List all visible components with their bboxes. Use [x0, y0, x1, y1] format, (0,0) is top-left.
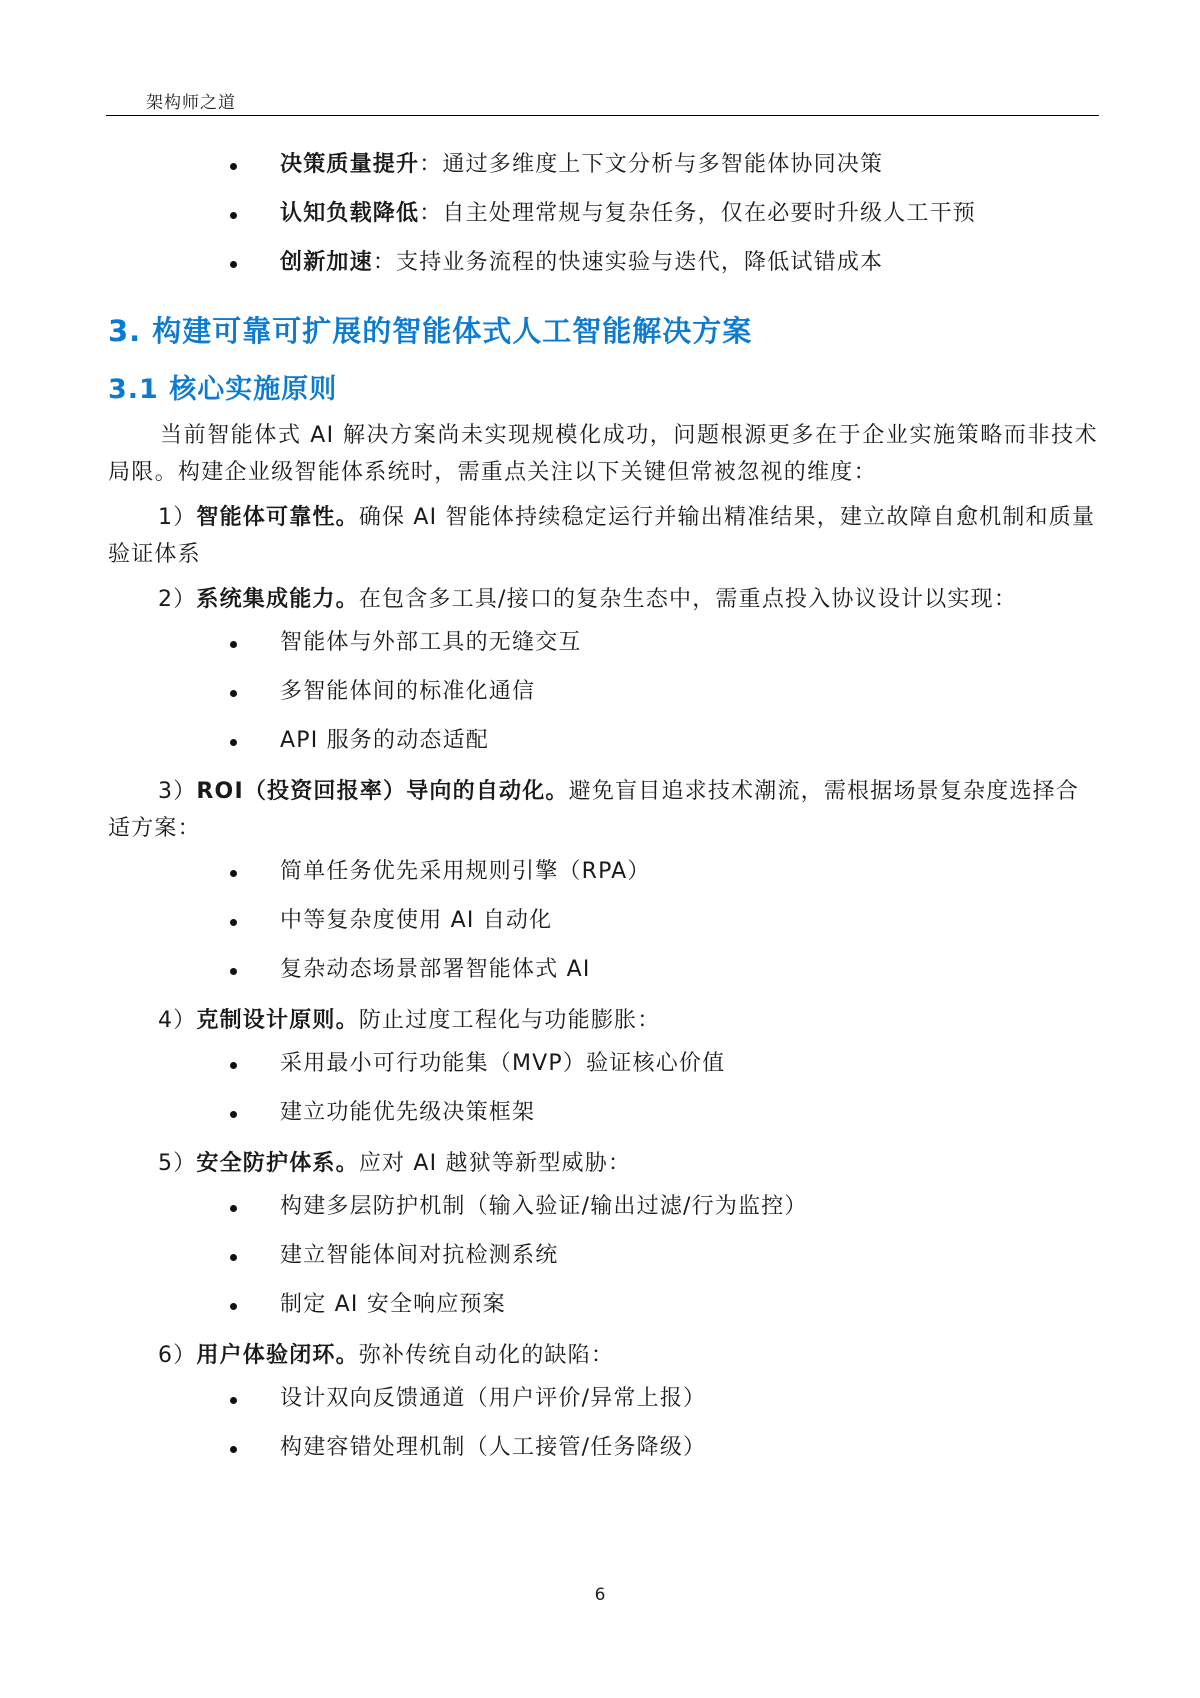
bullet-text: 复杂动态场景部署智能体式 AI — [280, 957, 591, 982]
bullet-dot-icon — [230, 1303, 237, 1310]
bullet-text: 建立智能体间对抗检测系统 — [280, 1243, 559, 1268]
principle-term: 智能体可靠性。 — [196, 505, 359, 530]
principle-number: 2） — [158, 587, 197, 612]
bullet-text: ：支持业务流程的快速实验与迭代，降低试错成本 — [372, 250, 884, 275]
list-item — [108, 1088, 1098, 1137]
list-item — [108, 1374, 1098, 1423]
bullet-text: 中等复杂度使用 AI 自动化 — [280, 908, 553, 933]
bullet-dot-icon — [230, 1397, 237, 1404]
intro-paragraph: 当前智能体式 AI 解决方案尚未实现规模化成功，问题根源更多在于企业实施策略而非技术局限。构建企业级智能体系统时，需重点关注以下关键但常被忽视的维度： — [108, 423, 1098, 485]
principle-text: 确保 AI 智能体持续稳定运行并输出精准结果，建立故障自愈机制和质量验证体系 — [108, 505, 1096, 567]
bullet-dot-icon — [230, 163, 237, 170]
bullet-dot-icon — [230, 1062, 237, 1069]
bullet-text: 建立功能优先级决策框架 — [280, 1100, 536, 1125]
principle-text: 防止过度工程化与功能膨胀： — [358, 1008, 661, 1033]
list-item — [108, 1280, 1098, 1329]
list-item — [108, 1231, 1098, 1280]
bullet-text: 简单任务优先采用规则引擎（RPA） — [280, 859, 651, 884]
page-number: 6 — [594, 1585, 606, 1605]
principle-bullet-list — [108, 1374, 1098, 1472]
list-item — [108, 618, 1098, 667]
bullet-text: API 服务的动态适配 — [280, 728, 489, 753]
list-item — [108, 847, 1098, 896]
principle-item — [108, 1337, 1098, 1374]
principle-item — [108, 773, 1098, 847]
bullet-text: 多智能体间的标准化通信 — [280, 679, 536, 704]
principle-term: 克制设计原则。 — [196, 1008, 359, 1033]
bullet-text: 采用最小可行功能集（MVP）验证核心价值 — [280, 1051, 726, 1076]
principle-bullet-list — [108, 847, 1098, 994]
bullet-text: 构建多层防护机制（输入验证/输出过滤/行为监控） — [280, 1194, 808, 1219]
principle-item — [108, 581, 1098, 618]
bullet-dot-icon — [230, 1205, 237, 1212]
list-item — [108, 1182, 1098, 1231]
bullet-text: ：通过多维度上下文分析与多智能体协同决策 — [419, 152, 884, 177]
principle-bullet-list — [108, 1182, 1098, 1329]
bullet-text: 设计双向反馈通道（用户评价/异常上报） — [280, 1386, 707, 1411]
principle-number: 5） — [158, 1151, 197, 1176]
list-item — [108, 238, 1098, 287]
principle-text: 避免盲目追求技术潮流，需根据场景复杂度选择合适方案： — [108, 779, 1080, 841]
principle-text: 在包含多工具/接口的复杂生态中，需重点投入协议设计以实现： — [358, 587, 1018, 612]
section-heading: 3. 构建可靠可扩展的智能体式人工智能解决方案 — [108, 314, 753, 348]
list-item — [108, 945, 1098, 994]
bullet-dot-icon — [230, 1446, 237, 1453]
bullet-text: 构建容错处理机制（人工接管/任务降级） — [280, 1435, 707, 1460]
bullet-dot-icon — [230, 261, 237, 268]
bullet-dot-icon — [230, 919, 237, 926]
principle-number: 1） — [158, 505, 197, 530]
principle-text: 弥补传统自动化的缺陷： — [358, 1343, 615, 1368]
page-content — [108, 140, 1098, 1472]
bullet-dot-icon — [230, 1254, 237, 1261]
subsection-heading: 3.1 核心实施原则 — [108, 374, 338, 405]
bullet-term: 认知负载降低 — [280, 201, 420, 226]
list-item — [108, 1423, 1098, 1472]
principle-item — [108, 1002, 1098, 1039]
bullet-dot-icon — [230, 690, 237, 697]
list-item — [108, 189, 1098, 238]
list-item — [108, 896, 1098, 945]
bullet-dot-icon — [230, 1111, 237, 1118]
principle-number: 6） — [158, 1343, 197, 1368]
principle-term: ROI（投资回报率）导向的自动化。 — [196, 779, 569, 804]
bullet-text: 智能体与外部工具的无缝交互 — [280, 630, 582, 655]
bullet-dot-icon — [230, 739, 237, 746]
principle-term: 安全防护体系。 — [196, 1151, 359, 1176]
principle-term: 用户体验闭环。 — [196, 1343, 359, 1368]
principle-item — [108, 1145, 1098, 1182]
bullet-text: ：自主处理常规与复杂任务，仅在必要时升级人工干预 — [419, 201, 977, 226]
list-item — [108, 716, 1098, 765]
bullet-dot-icon — [230, 968, 237, 975]
principle-bullet-list — [108, 618, 1098, 765]
principle-number: 3） — [158, 779, 197, 804]
bullet-term: 创新加速 — [280, 250, 373, 275]
bullet-dot-icon — [230, 870, 237, 877]
header-rule — [106, 115, 1099, 116]
running-header: 架构师之道 — [146, 93, 236, 113]
list-item — [108, 140, 1098, 189]
principle-term: 系统集成能力。 — [196, 587, 359, 612]
bullet-dot-icon — [230, 212, 237, 219]
list-item — [108, 667, 1098, 716]
bullet-text: 制定 AI 安全响应预案 — [280, 1292, 506, 1317]
list-item — [108, 1039, 1098, 1088]
principle-text: 应对 AI 越狱等新型威胁： — [358, 1151, 632, 1176]
principle-number: 4） — [158, 1008, 197, 1033]
principle-item — [108, 499, 1098, 573]
bullet-term: 决策质量提升 — [280, 152, 420, 177]
bullet-dot-icon — [230, 641, 237, 648]
intro-bullet-list — [108, 140, 1098, 287]
principle-bullet-list — [108, 1039, 1098, 1137]
